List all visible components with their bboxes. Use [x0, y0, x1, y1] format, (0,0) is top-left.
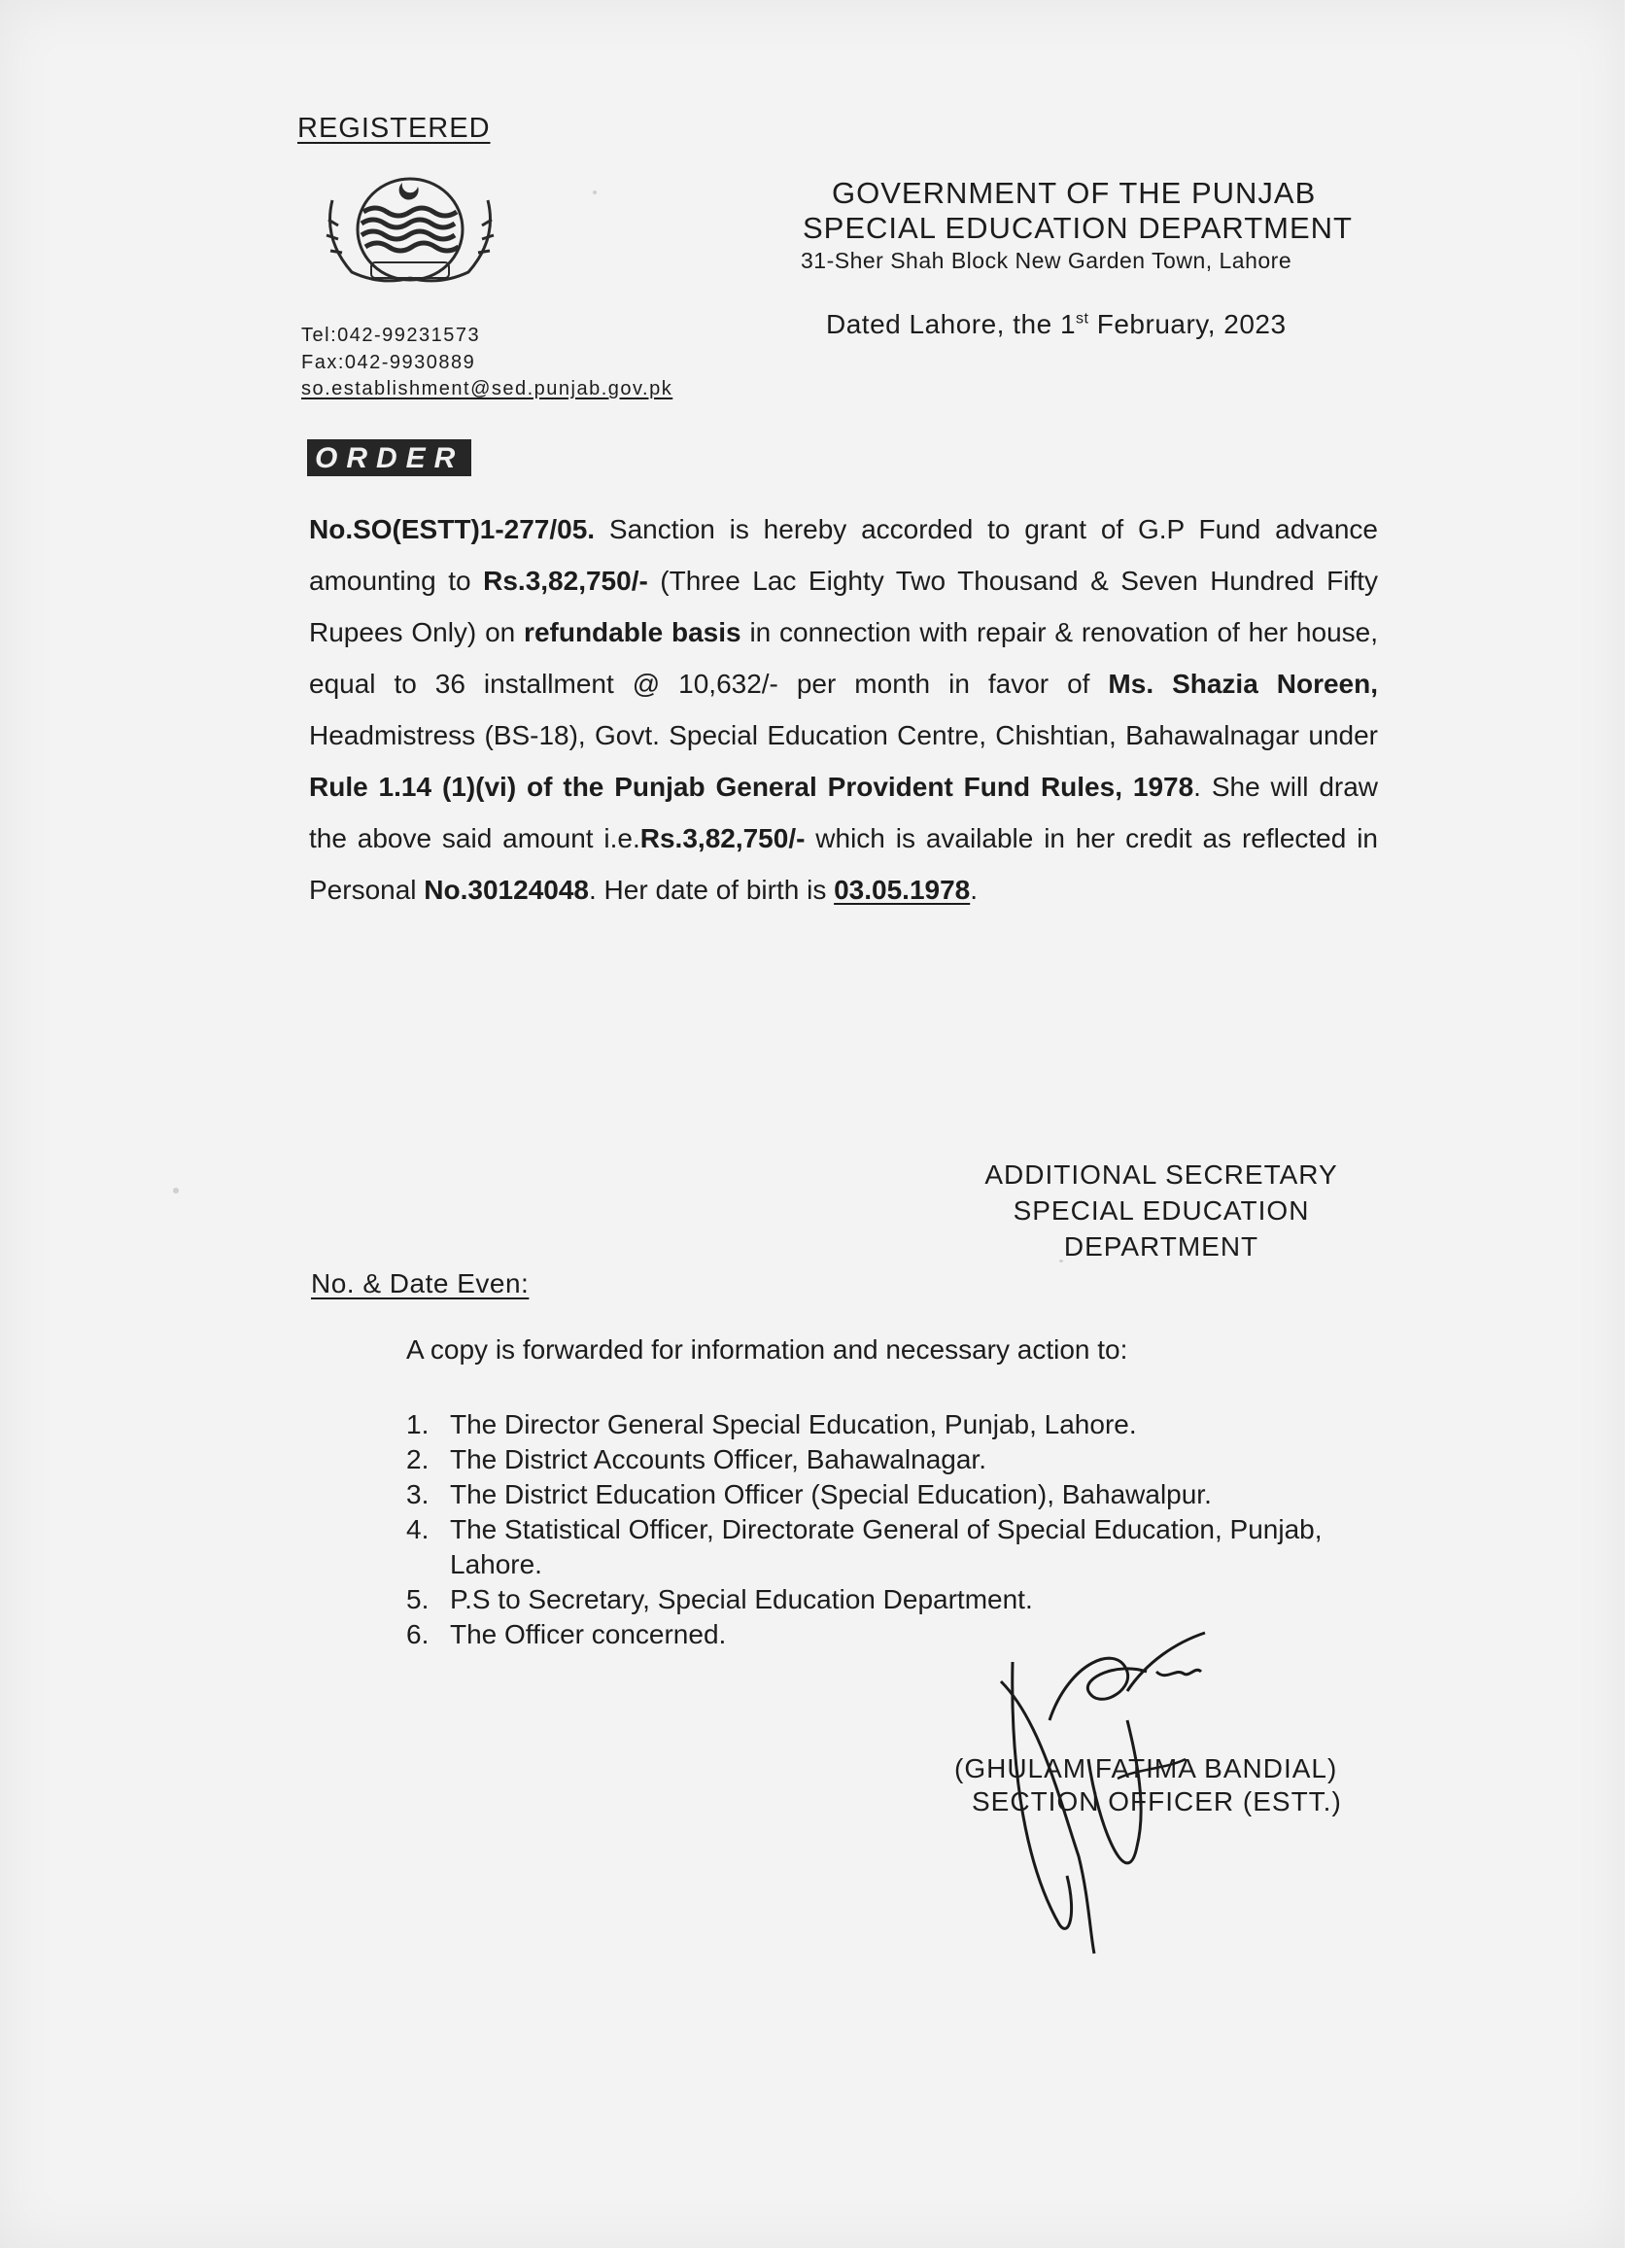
department-address: 31-Sher Shah Block New Garden Town, Lahore — [801, 248, 1292, 273]
department-title: SPECIAL EDUCATION DEPARTMENT — [803, 211, 1353, 245]
scan-margin — [1625, 0, 1652, 2248]
telephone-number: Tel:042-99231573 — [301, 325, 481, 346]
credit-amount: Rs.3,82,750/- — [639, 823, 806, 853]
punjab-emblem-logo — [319, 161, 501, 290]
section-officer-title: SECTION OFFICER (ESTT.) — [972, 1786, 1342, 1816]
order-heading: ORDER — [307, 439, 471, 476]
endorsement-heading: No. & Date Even: — [311, 1268, 530, 1298]
list-item: 3. The District Education Officer (Special Education), Bahawalpur. — [406, 1479, 1212, 1509]
list-item: 2. The District Accounts Officer, Bahawalnagar. — [406, 1444, 986, 1474]
government-title: GOVERNMENT OF THE PUNJAB — [832, 176, 1317, 210]
additional-secretary-signature-block: ADDITIONAL SECRETARY SPECIAL EDUCATION DEPARTMENT — [984, 1159, 1338, 1262]
registered-label: REGISTERED — [297, 113, 491, 144]
list-item: 4. The Statistical Officer, Directorate General of Special Education, Punjab, Lahore. — [406, 1514, 1323, 1579]
section-officer-name: (GHULAM FATIMA BANDIAL) — [954, 1753, 1338, 1783]
date-of-birth: 03.05.1978 — [834, 875, 971, 905]
list-item: 5. P.S to Secretary, Special Education Department. — [406, 1584, 1033, 1614]
rule-reference: Rule 1.14 (1)(vi) of the Punjab General Provident Fund Rules, 1978 — [309, 772, 1194, 802]
employee-name: Ms. Shazia Noreen, — [1108, 669, 1378, 699]
list-item: 6. The Officer concerned. — [406, 1619, 727, 1649]
issue-date: Dated Lahore, the 1st February, 2023 — [826, 309, 1287, 339]
order-body: No.SO(ESTT)1-277/05. Sanction is hereby accorded to grant of G.P Fund advance amounting to Rs.3,82,750/- (Three Lac Eighty Two Thousand & Seven Hundred Fifty Rupees Only) on refundable basis in connection with repair & renovation of her house, equal to 36 installment @ 10,632/- per month in favor of Ms. Shazia Noreen, Headmistress (BS-18), Govt. Special Education Centre, Chishtian, Bahawalnagar under Rule 1.14 (1)(vi) of the Punjab General Provident Fund Rules, 1978. She will draw the above said amount i.e.Rs.3,82,750/- which is available in her credit as reflected in Personal No.30124048. Her date of birth is 03.05.1978. — [309, 514, 1379, 905]
list-item: 1. The Director General Special Education, Punjab, Lahore. — [406, 1409, 1137, 1439]
scan-speck — [593, 190, 597, 194]
personal-number: No.30124048 — [424, 875, 589, 905]
fax-number: Fax:042-9930889 — [301, 352, 476, 373]
advance-amount: Rs.3,82,750/- — [483, 566, 648, 596]
reference-number: No.SO(ESTT)1-277/05. — [309, 514, 596, 544]
copy-forward-text: A copy is forwarded for information and necessary action to: — [406, 1334, 1128, 1365]
refundable-basis: refundable basis — [524, 617, 741, 647]
email-address: so.establishment@sed.punjab.gov.pk — [301, 378, 673, 399]
scan-speck — [173, 1188, 179, 1193]
